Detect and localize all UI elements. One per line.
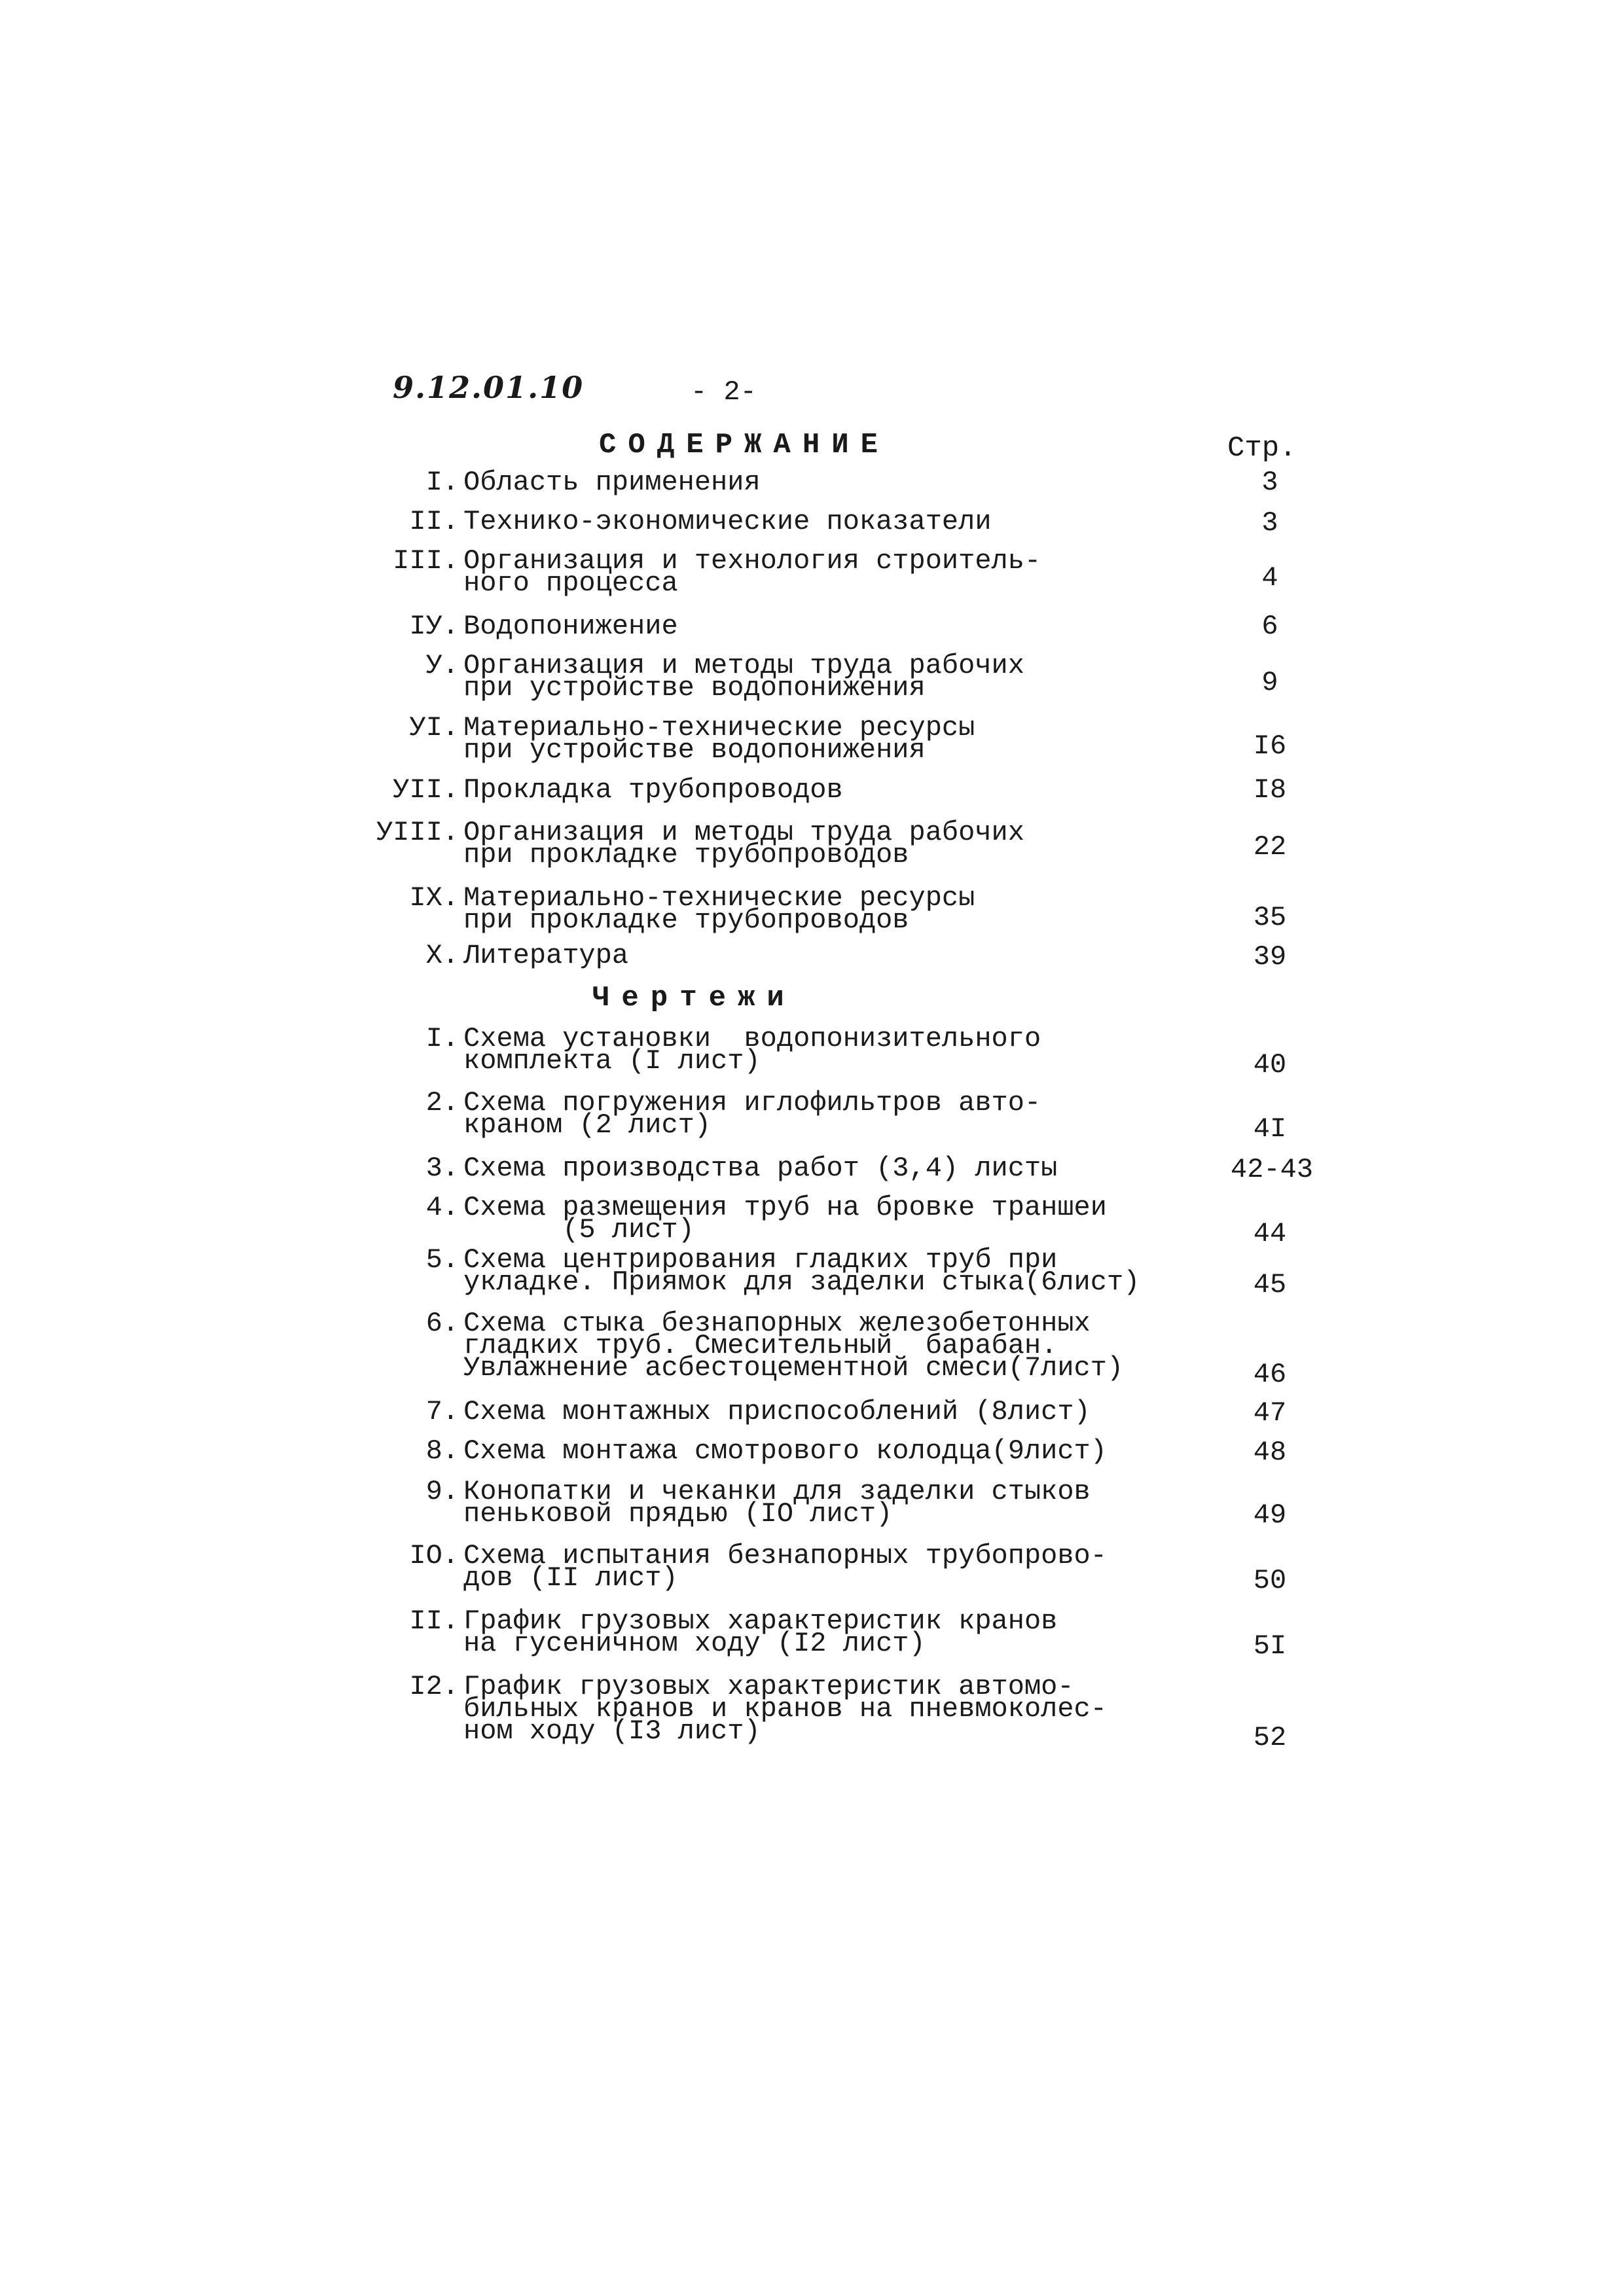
entry-number: 5.: [425, 1244, 459, 1276]
drawings-heading: Чертежи: [592, 982, 796, 1014]
entry-page: 48: [1253, 1437, 1287, 1468]
entry-page: 5I: [1253, 1630, 1287, 1662]
entry-number: II.: [409, 506, 459, 537]
entry-page: I8: [1253, 774, 1287, 806]
entry-page: 3: [1261, 467, 1278, 498]
entry-title: Схема центрирования гладких труб при укладке. Приямок для заделки стыка(6лист): [463, 1244, 1140, 1298]
entry-number: I.: [425, 467, 459, 498]
entry-number: У.: [425, 650, 459, 681]
entry-page: 35: [1253, 902, 1287, 933]
entry-title: Схема испытания безнапорных трубопрово- дов (II лист): [463, 1540, 1107, 1594]
entry-title: Схема установки водопонизительного комплекта (I лист): [463, 1023, 1041, 1077]
entry-title: Область применения: [463, 467, 761, 498]
entry-number: 8.: [425, 1435, 459, 1467]
entry-title: Материально-технические ресурсы при прокладке трубопроводов: [463, 882, 975, 936]
entry-title: Водопонижение: [463, 611, 678, 642]
entry-number: 6.: [425, 1308, 459, 1339]
entry-page: 6: [1261, 611, 1278, 642]
entry-page: 3: [1261, 507, 1278, 539]
entry-page: 44: [1253, 1218, 1287, 1249]
entry-number: 2.: [425, 1087, 459, 1119]
entry-page: 45: [1253, 1269, 1287, 1300]
entry-title: Схема монтажа смотрового колодца(9лист): [463, 1435, 1107, 1467]
entry-title: Организация и методы труда рабочих при прокладке трубопроводов: [463, 817, 1024, 870]
entry-title: Схема погружения иглофильтров авто- краном (2 лист): [463, 1087, 1041, 1141]
entry-page: 22: [1253, 831, 1287, 863]
entry-title: Организация и технология строитель- ного процесса: [463, 545, 1041, 599]
entry-number: 9.: [425, 1476, 459, 1507]
entry-page: 50: [1253, 1565, 1287, 1596]
page-column-heading: Стр.: [1227, 432, 1297, 465]
entry-number: УIII.: [376, 817, 459, 848]
entry-title: Схема размещения труб на бровке траншеи (5 лист): [463, 1192, 1107, 1246]
entry-number: I2.: [409, 1671, 459, 1702]
entry-title: Технико-экономические показатели: [463, 506, 992, 537]
entry-number: IX.: [409, 882, 459, 914]
entry-number: IУ.: [409, 611, 459, 642]
entry-title: Схема производства работ (3,4) листы: [463, 1153, 1058, 1184]
entry-page: I6: [1253, 730, 1287, 762]
entry-page: 39: [1253, 941, 1287, 973]
entry-title: Литература: [463, 940, 629, 971]
document-code: 9.12.01.10: [393, 370, 585, 405]
entry-page: 49: [1253, 1499, 1287, 1531]
entry-title: График грузовых характеристик кранов на гусеничном ходу (I2 лист): [463, 1605, 1058, 1659]
entry-number: 4.: [425, 1192, 459, 1223]
entry-number: УI.: [409, 712, 459, 744]
entry-number: 3.: [425, 1153, 459, 1184]
entry-number: X.: [425, 940, 459, 971]
contents-heading: СОДЕРЖАНИЕ: [599, 429, 890, 461]
entry-page: 9: [1261, 667, 1278, 698]
page-number: - 2-: [691, 376, 757, 408]
entry-page: 40: [1253, 1049, 1287, 1081]
entry-page: 52: [1253, 1722, 1287, 1753]
entry-title: Конопатки и чеканки для заделки стыков пеньковой прядью (IO лист): [463, 1476, 1091, 1530]
entry-number: II.: [409, 1605, 459, 1637]
entry-page: 42-43: [1231, 1154, 1314, 1185]
entry-title: Организация и методы труда рабочих при устройстве водопонижения: [463, 650, 1024, 704]
entry-page: 4: [1261, 562, 1278, 594]
entry-page: 4I: [1253, 1113, 1287, 1145]
entry-number: УII.: [393, 774, 459, 806]
entry-title: Прокладка трубопроводов: [463, 774, 843, 806]
entry-title: Схема стыка безнапорных железобетонных гладких труб. Смесительный барабан. Увлажнение асбестоцементной смеси(7лист): [463, 1308, 1124, 1384]
entry-number: III.: [393, 545, 459, 577]
entry-number: IO.: [409, 1540, 459, 1571]
entry-title: Схема монтажных приспособлений (8лист): [463, 1396, 1091, 1427]
entry-number: I.: [425, 1023, 459, 1054]
entry-number: 7.: [425, 1396, 459, 1427]
entry-page: 46: [1253, 1359, 1287, 1390]
entry-title: График грузовых характеристик автомо- бильных кранов и кранов на пневмоколес- ном ходу (I3 лист): [463, 1671, 1107, 1747]
entry-page: 47: [1253, 1397, 1287, 1429]
entry-title: Материально-технические ресурсы при устройстве водопонижения: [463, 712, 975, 766]
